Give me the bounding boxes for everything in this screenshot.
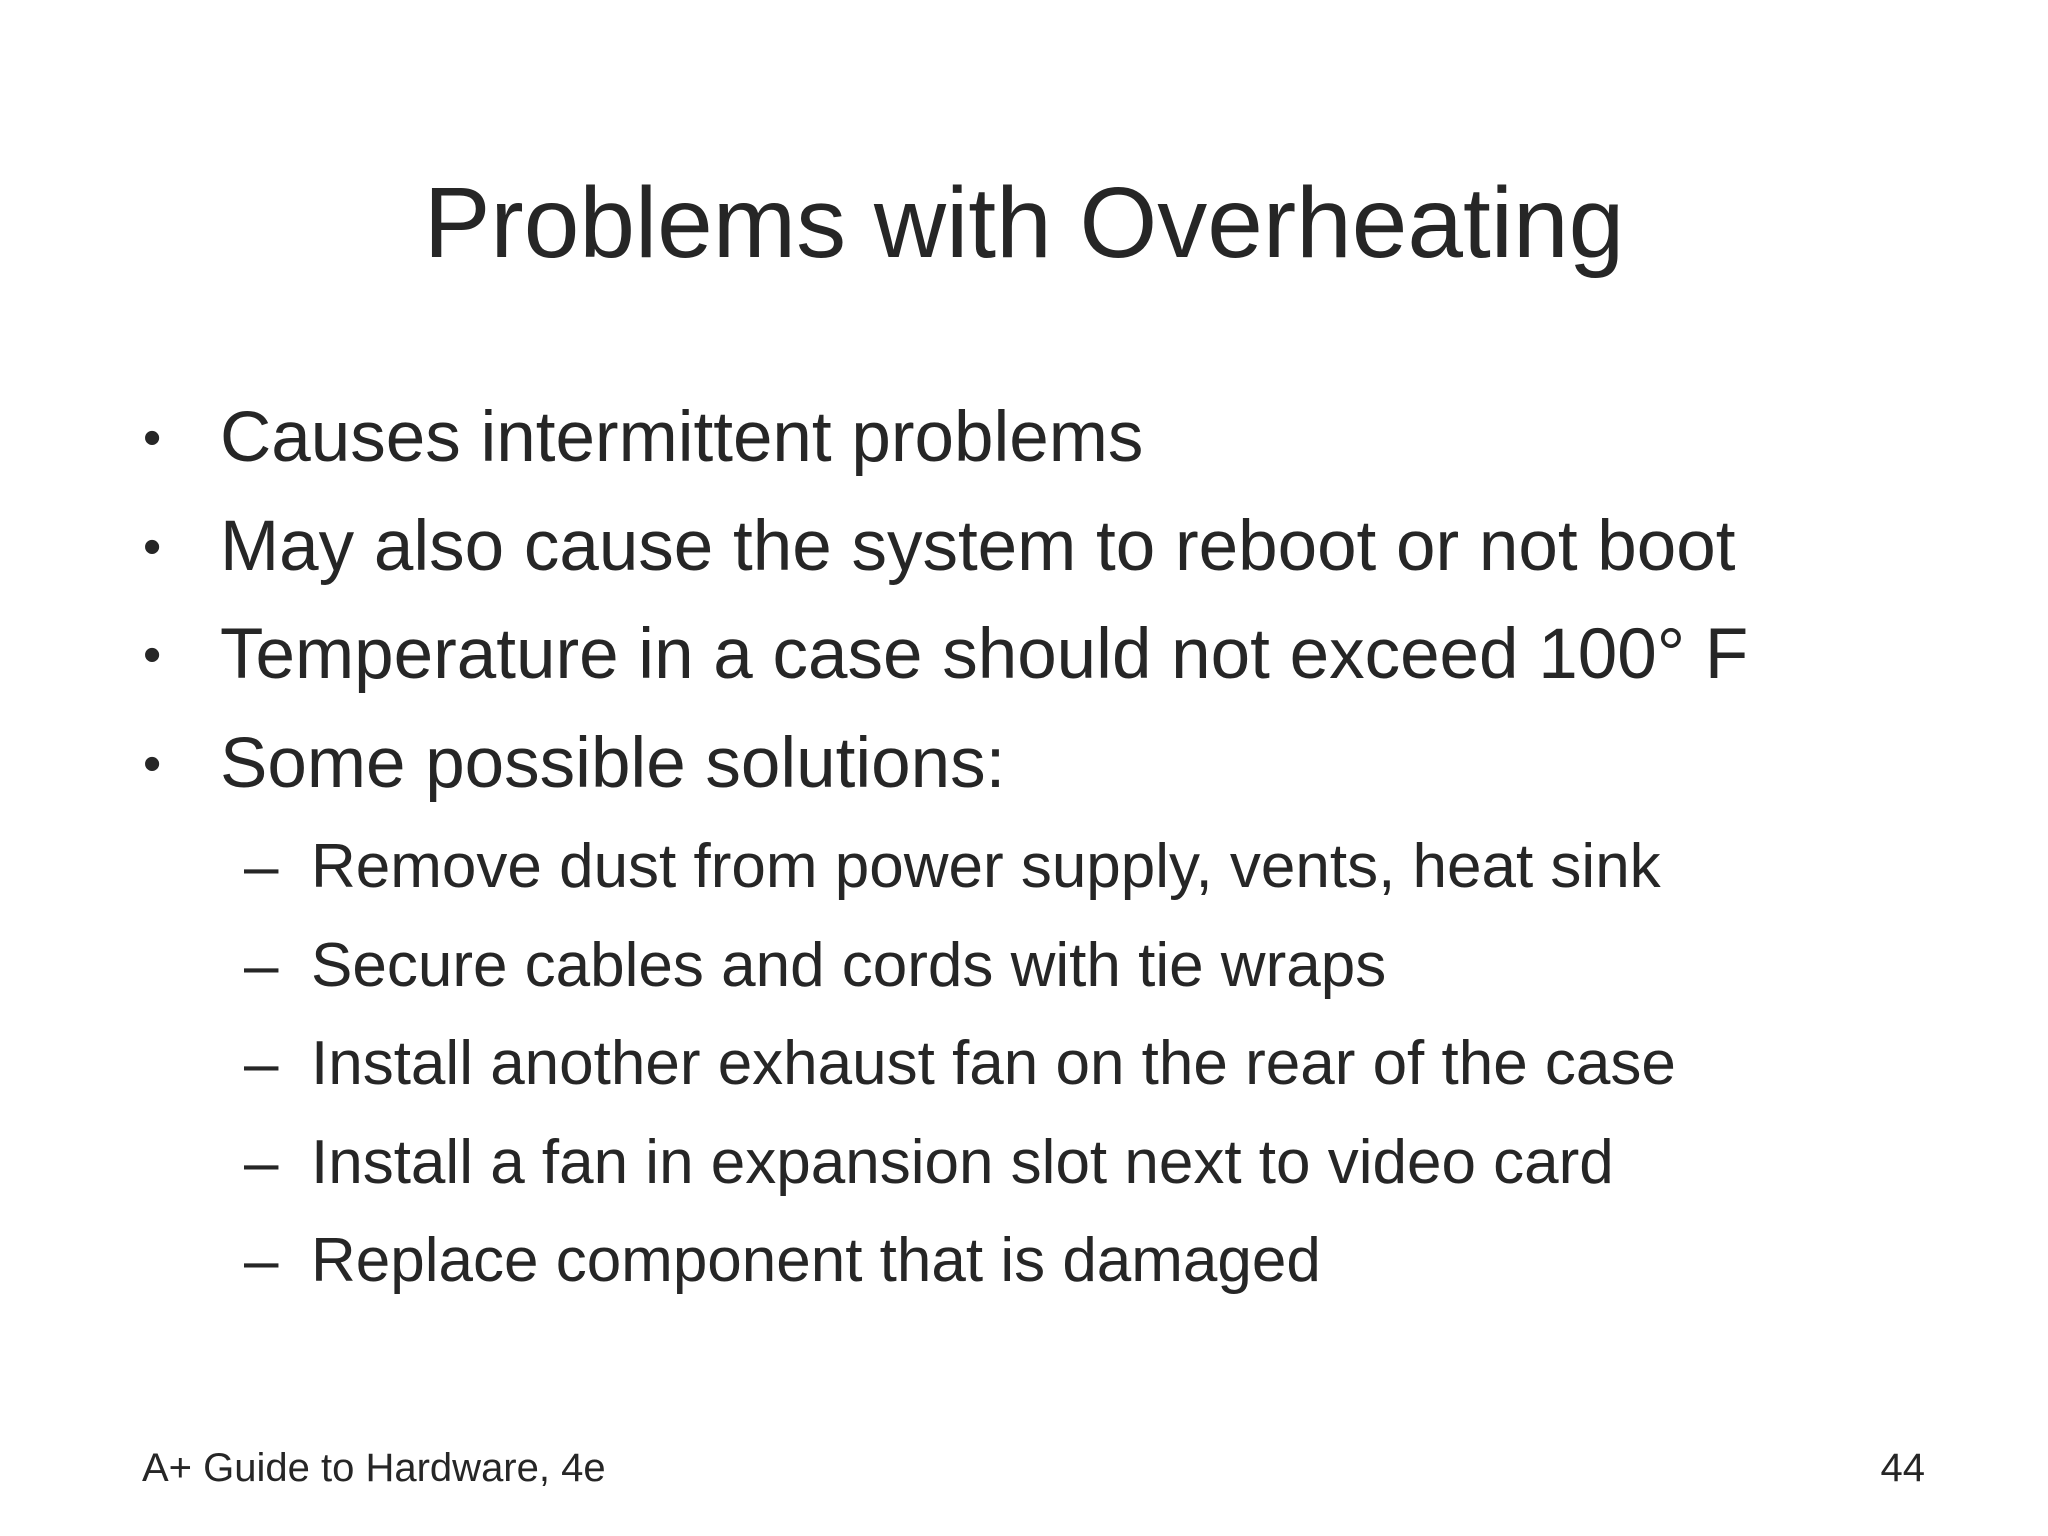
bullet-text: May also cause the system to reboot or not boot <box>220 507 1736 586</box>
bullet-text: Some possible solutions: <box>220 724 1006 803</box>
sub-bullet-item <box>0 827 2048 907</box>
sub-bullet-text: Remove dust from power supply, vents, heat sink <box>311 832 1661 901</box>
sub-bullet-text: Install another exhaust fan on the rear of the case <box>311 1029 1676 1098</box>
sub-bullet-marker: – <box>244 931 279 1000</box>
sub-bullet-item <box>0 926 2048 1006</box>
sub-bullet-item <box>0 1123 2048 1203</box>
bullet-marker: • <box>143 518 162 576</box>
page-number: 44 <box>1880 1446 1925 1490</box>
sub-bullet-text: Replace component that is damaged <box>311 1226 1321 1295</box>
bullet-item <box>0 610 2048 700</box>
sub-bullet-marker: – <box>244 1029 279 1098</box>
bullet-marker: • <box>143 626 162 684</box>
bullet-marker: • <box>143 735 162 793</box>
footer-course-title: A+ Guide to Hardware, 4e <box>142 1446 606 1490</box>
bullet-item <box>0 393 2048 483</box>
sub-bullet-marker: – <box>244 1226 279 1295</box>
bullet-item <box>0 719 2048 809</box>
sub-bullet-item <box>0 1221 2048 1301</box>
sub-bullet-item <box>0 1024 2048 1104</box>
sub-bullet-marker: – <box>244 832 279 901</box>
sub-bullet-text: Install a fan in expansion slot next to video card <box>311 1128 1614 1197</box>
bullet-marker: • <box>143 409 162 467</box>
slide-title: Problems with Overheating <box>423 167 1625 279</box>
bullet-text: Temperature in a case should not exceed 100° F <box>220 615 1749 694</box>
bullet-text: Causes intermittent problems <box>220 398 1144 477</box>
sub-bullet-text: Secure cables and cords with tie wraps <box>311 931 1387 1000</box>
sub-bullet-marker: – <box>244 1128 279 1197</box>
bullet-item <box>0 502 2048 592</box>
